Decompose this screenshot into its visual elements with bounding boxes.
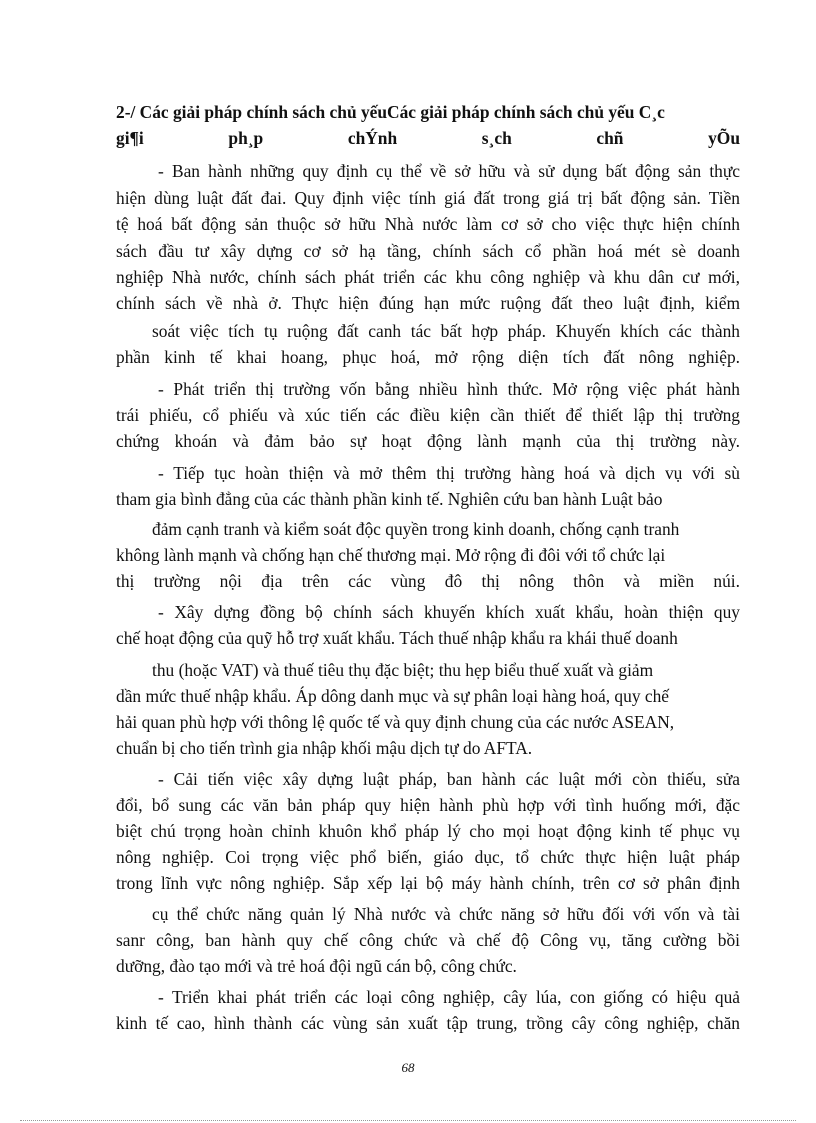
paragraph-line: không lành mạnh và chống hạn chế thương mại. Mở rộng đi đôi với tổ chức lại bbox=[116, 545, 666, 565]
paragraph-line: chứng khoán và đảm bảo sự hoạt động lành mạnh của thị trường này. bbox=[116, 431, 740, 451]
paragraph-line: trái phiếu, cổ phiếu và xúc tiến các điều kiện cần thiết để thiết lập thị trường bbox=[116, 405, 740, 425]
paragraph-line: biệt chú trọng hoàn chỉnh khuôn khổ pháp lý cho mọi hoạt động kinh tế phục vụ bbox=[116, 821, 740, 841]
paragraph-line: nông nghiệp. Coi trọng việc phổ biến, giáo dục, tổ chức thực hiện luật pháp bbox=[116, 847, 740, 867]
paragraph-line: hải quan phù hợp với thông lệ quốc tế và quy định chung của các nước ASEAN, bbox=[116, 712, 675, 732]
paragraph-line: thị trường nội địa trên các vùng đô thị nông thôn và miền núi. bbox=[116, 571, 740, 591]
paragraph-line: phần kinh tế khai hoang, phục hoá, mở rộng diện tích đất nông nghiệp. bbox=[116, 347, 740, 367]
paragraph-line: - Cải tiến việc xây dựng luật pháp, ban hành các luật mới còn thiếu, sửa bbox=[158, 769, 740, 789]
paragraph-line: trong lĩnh vực nông nghiệp. Sắp xếp lại bộ máy hành chính, trên cơ sở phân định bbox=[116, 873, 740, 893]
paragraph-line: - Triển khai phát triển các loại công nghiệp, cây lúa, con giống có hiệu quả bbox=[158, 987, 740, 1007]
paragraph-line: - Phát triển thị trường vốn bằng nhiều hình thức. Mở rộng việc phát hành bbox=[158, 379, 740, 399]
section-heading-garbled: gi¶i ph¸p chÝnh s¸ch chñ yÕu bbox=[116, 128, 740, 148]
paragraph-line: chính sách về nhà ở. Thực hiện đúng hạn mức ruộng đất theo luật định, kiểm bbox=[116, 293, 740, 313]
paragraph-line: soát việc tích tụ ruộng đất canh tác bất hợp pháp. Khuyến khích các thành bbox=[152, 321, 740, 341]
paragraph-line: cụ thể chức năng quản lý Nhà nước và chức năng sở hữu đối với vốn và tài bbox=[152, 904, 740, 924]
page-bottom-rule bbox=[20, 1120, 796, 1121]
paragraph-line: tệ hoá bất động sản thuộc sở hữu Nhà nước làm cơ sở cho việc thực hiện chính bbox=[116, 214, 740, 234]
paragraph-line: dưỡng, đào tạo mới và trẻ hoá đội ngũ cán bộ, công chức. bbox=[116, 956, 517, 976]
paragraph-line: - Xây dựng đồng bộ chính sách khuyến khích xuất khẩu, hoàn thiện quy bbox=[158, 602, 740, 622]
paragraph-line: thu (hoặc VAT) và thuế tiêu thụ đặc biệt; thu hẹp biểu thuế xuất và giảm bbox=[152, 660, 654, 680]
paragraph-line: hiện dùng luật đất đai. Quy định việc tính giá đất trong giá trị bất động sản. Tiền bbox=[116, 188, 740, 208]
paragraph-line: - Ban hành những quy định cụ thể về sở hữu và sử dụng bất động sản thực bbox=[158, 161, 740, 181]
paragraph-line: dần mức thuế nhập khẩu. Áp dông danh mục và sự phân loại hàng hoá, quy chế bbox=[116, 686, 669, 706]
paragraph-line: chế hoạt động của quỹ hỗ trợ xuất khẩu. Tách thuế nhập khẩu ra khái thuế doanh bbox=[116, 628, 678, 648]
paragraph-line: sanr công, ban hành quy chế công chức và chế độ Công vụ, tăng cường bồi bbox=[116, 930, 740, 950]
paragraph-line: - Tiếp tục hoàn thiện và mở thêm thị trường hàng hoá và dịch vụ với sù bbox=[158, 463, 740, 483]
section-heading: 2-/ Các giải pháp chính sách chủ yếuCác giải pháp chính sách chủ yếu C¸c bbox=[116, 102, 665, 122]
paragraph-line: kinh tế cao, hình thành các vùng sản xuất tập trung, trồng cây công nghiệp, chăn bbox=[116, 1013, 740, 1033]
paragraph-line: nghiệp Nhà nước, chính sách phát triển các khu công nghiệp và khu dân cư mới, bbox=[116, 267, 740, 287]
paragraph-line: đổi, bổ sung các văn bản pháp quy hiện hành phù hợp với tình huống mới, đặc bbox=[116, 795, 740, 815]
page-number: 68 bbox=[401, 1060, 415, 1075]
paragraph-line: tham gia bình đẳng của các thành phần kinh tế. Nghiên cứu ban hành Luật bảo bbox=[116, 489, 663, 509]
paragraph-line: sách đầu tư xây dựng cơ sở hạ tầng, chính sách cổ phần hoá mét sè doanh bbox=[116, 241, 740, 261]
paragraph-line: đảm cạnh tranh và kiểm soát độc quyền trong kinh doanh, chống cạnh tranh bbox=[152, 519, 680, 539]
paragraph-line: chuẩn bị cho tiến trình gia nhập khối mậu dịch tự do AFTA. bbox=[116, 738, 533, 758]
